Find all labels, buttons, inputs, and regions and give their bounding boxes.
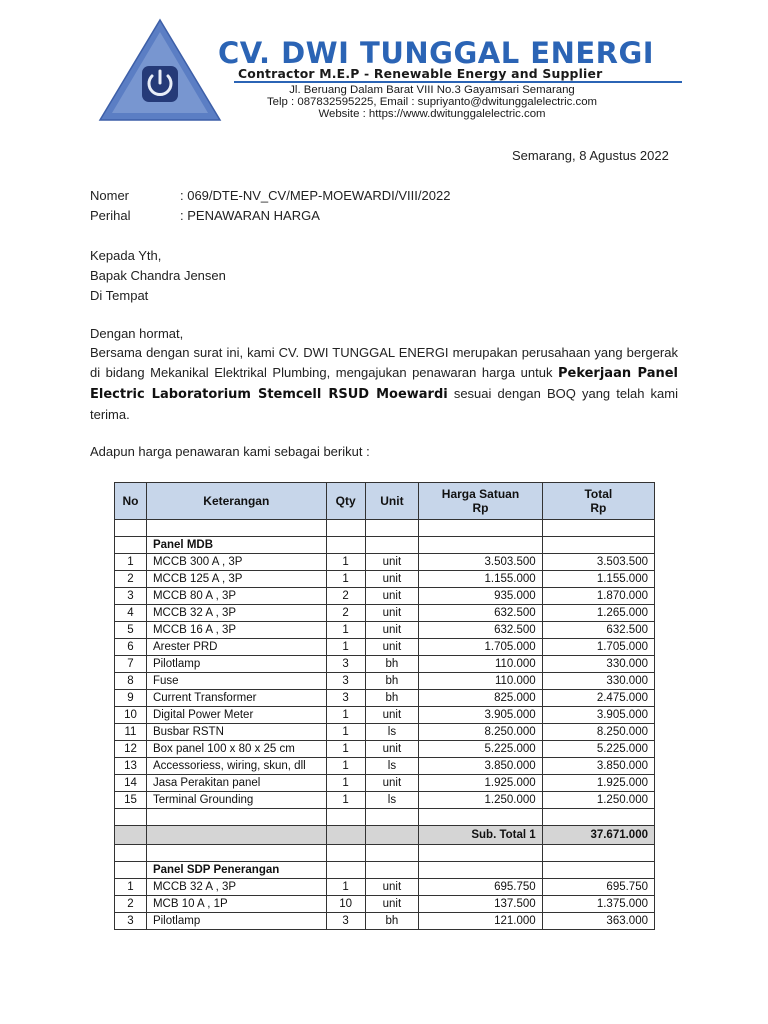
recipient-place: Di Tempat [90, 288, 149, 303]
item-unit-price: 632.500 [419, 622, 542, 639]
item-qty: 1 [326, 622, 365, 639]
item-description: Pilotlamp [146, 913, 326, 930]
perihal-value: : PENAWARAN HARGA [180, 208, 320, 223]
spacer-row [115, 845, 655, 862]
item-total: 1.925.000 [542, 775, 654, 792]
header-harga-currency: Rp [472, 501, 489, 515]
item-total: 1.705.000 [542, 639, 654, 656]
section-title: Panel SDP Penerangan [146, 862, 326, 879]
table-row [115, 896, 655, 913]
empty-cell [365, 537, 419, 554]
item-total: 695.750 [542, 879, 654, 896]
item-no: 1 [115, 879, 147, 896]
item-description: Busbar RSTN [146, 724, 326, 741]
item-unit-price: 3.850.000 [419, 758, 542, 775]
item-total: 2.475.000 [542, 690, 654, 707]
empty-cell [326, 809, 365, 826]
item-unit-price: 632.500 [419, 605, 542, 622]
item-unit-price: 1.925.000 [419, 775, 542, 792]
section-title-row [115, 862, 655, 879]
empty-cell [146, 826, 326, 845]
empty-cell [365, 845, 419, 862]
item-unit-price: 137.500 [419, 896, 542, 913]
item-description: Box panel 100 x 80 x 25 cm [146, 741, 326, 758]
item-unit: unit [365, 588, 419, 605]
item-total: 1.870.000 [542, 588, 654, 605]
header-harga-label: Harga Satuan [441, 487, 520, 501]
item-qty: 2 [326, 588, 365, 605]
empty-cell [115, 520, 147, 537]
company-contact: Telp : 087832595225, Email : supriyanto@dwitunggalelectric.com [266, 96, 598, 108]
header-qty: Qty [326, 483, 365, 520]
empty-cell [419, 537, 542, 554]
item-unit: unit [365, 775, 419, 792]
empty-cell [115, 862, 147, 879]
table-row [115, 690, 655, 707]
company-address: Jl. Beruang Dalam Barat VIII No.3 Gayamsari Semarang [289, 84, 575, 96]
item-unit: bh [365, 690, 419, 707]
item-unit: unit [365, 622, 419, 639]
item-unit-price: 110.000 [419, 673, 542, 690]
item-description: Terminal Grounding [146, 792, 326, 809]
header-total [542, 483, 654, 520]
empty-cell [365, 809, 419, 826]
header-divider [234, 81, 682, 83]
item-description: Current Transformer [146, 690, 326, 707]
item-qty: 2 [326, 605, 365, 622]
empty-cell [542, 862, 654, 879]
empty-cell [419, 862, 542, 879]
table-row [115, 741, 655, 758]
item-qty: 1 [326, 707, 365, 724]
spacer-row [115, 520, 655, 537]
item-total: 1.265.000 [542, 605, 654, 622]
item-unit: unit [365, 879, 419, 896]
item-description: Arester PRD [146, 639, 326, 656]
item-no: 2 [115, 571, 147, 588]
section-title: Panel MDB [146, 537, 326, 554]
recipient-salutation: Kepada Yth, [90, 248, 162, 263]
item-qty: 1 [326, 571, 365, 588]
recipient-name: Bapak Chandra Jensen [90, 268, 226, 283]
item-description: MCCB 32 A , 3P [146, 879, 326, 896]
item-qty: 3 [326, 656, 365, 673]
nomer-label: Nomer [90, 188, 130, 203]
item-unit: ls [365, 724, 419, 741]
item-no: 12 [115, 741, 147, 758]
item-total: 3.850.000 [542, 758, 654, 775]
item-no: 4 [115, 605, 147, 622]
item-qty: 1 [326, 879, 365, 896]
item-unit-price: 5.225.000 [419, 741, 542, 758]
item-qty: 1 [326, 775, 365, 792]
item-total: 8.250.000 [542, 724, 654, 741]
item-total: 330.000 [542, 673, 654, 690]
item-no: 3 [115, 913, 147, 930]
item-unit: unit [365, 605, 419, 622]
section-title-row [115, 537, 655, 554]
item-unit-price: 110.000 [419, 656, 542, 673]
item-unit-price: 3.503.500 [419, 554, 542, 571]
empty-cell [326, 845, 365, 862]
item-unit: unit [365, 571, 419, 588]
item-total: 5.225.000 [542, 741, 654, 758]
letterhead [90, 14, 690, 124]
empty-cell [115, 537, 147, 554]
item-no: 6 [115, 639, 147, 656]
item-qty: 1 [326, 792, 365, 809]
spacer-row [115, 809, 655, 826]
subtotal-value: 37.671.000 [542, 826, 654, 845]
empty-cell [115, 845, 147, 862]
item-description: Pilotlamp [146, 656, 326, 673]
item-total: 1.375.000 [542, 896, 654, 913]
header-keterangan: Keterangan [146, 483, 326, 520]
item-description: Accessoriess, wiring, skun, dll [146, 758, 326, 775]
table-row [115, 656, 655, 673]
table-row [115, 879, 655, 896]
greeting: Dengan hormat, [90, 326, 184, 341]
item-total: 3.503.500 [542, 554, 654, 571]
item-description: MCCB 32 A , 3P [146, 605, 326, 622]
item-no: 13 [115, 758, 147, 775]
item-unit-price: 1.705.000 [419, 639, 542, 656]
item-no: 2 [115, 896, 147, 913]
item-qty: 1 [326, 639, 365, 656]
table-header-row [115, 483, 655, 520]
table-body [115, 520, 655, 930]
item-unit: unit [365, 741, 419, 758]
perihal-label: Perihal [90, 208, 131, 223]
item-no: 1 [115, 554, 147, 571]
table-row [115, 673, 655, 690]
item-total: 3.905.000 [542, 707, 654, 724]
item-unit: ls [365, 792, 419, 809]
empty-cell [326, 826, 365, 845]
item-unit: unit [365, 896, 419, 913]
empty-cell [326, 862, 365, 879]
item-unit: unit [365, 639, 419, 656]
item-total: 1.155.000 [542, 571, 654, 588]
item-description: MCCB 16 A , 3P [146, 622, 326, 639]
table-row [115, 913, 655, 930]
item-qty: 10 [326, 896, 365, 913]
item-description: Jasa Perakitan panel [146, 775, 326, 792]
empty-cell [419, 520, 542, 537]
empty-cell [365, 826, 419, 845]
table-intro: Adapun harga penawaran kami sebagai berikut : [90, 444, 370, 459]
body-paragraph [90, 343, 678, 425]
item-no: 8 [115, 673, 147, 690]
table-row [115, 588, 655, 605]
subtotal-row [115, 826, 655, 845]
empty-cell [326, 537, 365, 554]
item-no: 3 [115, 588, 147, 605]
subtotal-label: Sub. Total 1 [419, 826, 542, 845]
item-description: MCB 10 A , 1P [146, 896, 326, 913]
item-no: 7 [115, 656, 147, 673]
company-tagline: Contractor M.E.P - Renewable Energy and Supplier [238, 66, 603, 81]
item-qty: 1 [326, 554, 365, 571]
company-logo [96, 16, 224, 126]
item-qty: 3 [326, 690, 365, 707]
item-unit: bh [365, 913, 419, 930]
empty-cell [542, 845, 654, 862]
price-table [114, 482, 655, 930]
item-unit-price: 8.250.000 [419, 724, 542, 741]
item-unit-price: 3.905.000 [419, 707, 542, 724]
item-qty: 1 [326, 724, 365, 741]
empty-cell [115, 809, 147, 826]
item-unit: unit [365, 707, 419, 724]
empty-cell [365, 520, 419, 537]
table-row [115, 775, 655, 792]
table-row [115, 554, 655, 571]
empty-cell [146, 520, 326, 537]
item-unit-price: 695.750 [419, 879, 542, 896]
empty-cell [146, 845, 326, 862]
item-no: 15 [115, 792, 147, 809]
empty-cell [542, 537, 654, 554]
header-unit: Unit [365, 483, 419, 520]
table-row [115, 571, 655, 588]
company-website: Website : https://www.dwitunggalelectric.com [318, 108, 546, 120]
item-unit: ls [365, 758, 419, 775]
header-harga-satuan [419, 483, 542, 520]
item-unit: bh [365, 656, 419, 673]
empty-cell [542, 520, 654, 537]
header-no: No [115, 483, 147, 520]
project-name: Pekerjaan Panel Electric Laboratorium Stemcell RSUD Moewardi [90, 366, 678, 402]
item-unit-price: 935.000 [419, 588, 542, 605]
item-unit-price: 825.000 [419, 690, 542, 707]
item-description: MCCB 80 A , 3P [146, 588, 326, 605]
item-no: 9 [115, 690, 147, 707]
header-total-currency: Rp [590, 501, 607, 515]
empty-cell [419, 845, 542, 862]
body-text-2: sesuai dengan BOQ yang telah kami terima. [90, 386, 678, 422]
item-unit-price: 1.155.000 [419, 571, 542, 588]
item-total: 632.500 [542, 622, 654, 639]
item-no: 11 [115, 724, 147, 741]
item-total: 330.000 [542, 656, 654, 673]
item-qty: 3 [326, 673, 365, 690]
empty-cell [146, 809, 326, 826]
item-no: 5 [115, 622, 147, 639]
table-row [115, 724, 655, 741]
item-unit-price: 1.250.000 [419, 792, 542, 809]
empty-cell [115, 826, 147, 845]
item-unit-price: 121.000 [419, 913, 542, 930]
empty-cell [542, 809, 654, 826]
item-description: MCCB 125 A , 3P [146, 571, 326, 588]
company-name: CV. DWI TUNGGAL ENERGI [218, 36, 655, 70]
nomer-value: : 069/DTE-NV_CV/MEP-MOEWARDI/VIII/2022 [180, 188, 451, 203]
item-unit: bh [365, 673, 419, 690]
item-qty: 1 [326, 758, 365, 775]
table-row [115, 792, 655, 809]
item-description: Fuse [146, 673, 326, 690]
table-row [115, 707, 655, 724]
empty-cell [326, 520, 365, 537]
table-row [115, 622, 655, 639]
item-no: 14 [115, 775, 147, 792]
empty-cell [365, 862, 419, 879]
item-no: 10 [115, 707, 147, 724]
item-qty: 1 [326, 741, 365, 758]
header-total-label: Total [584, 487, 613, 501]
item-description: Digital Power Meter [146, 707, 326, 724]
table-row [115, 639, 655, 656]
item-total: 363.000 [542, 913, 654, 930]
letter-date: Semarang, 8 Agustus 2022 [512, 148, 669, 163]
table-row [115, 758, 655, 775]
body-text-1: Bersama dengan surat ini, kami CV. DWI TUNGGAL ENERGI merupakan perusahaan yang bergerak di bidang Mekanikal Elektrikal Plumbing, mengajukan penawaran harga untuk [90, 345, 678, 380]
item-qty: 3 [326, 913, 365, 930]
table-row [115, 605, 655, 622]
item-description: MCCB 300 A , 3P [146, 554, 326, 571]
item-total: 1.250.000 [542, 792, 654, 809]
empty-cell [419, 809, 542, 826]
item-unit: unit [365, 554, 419, 571]
